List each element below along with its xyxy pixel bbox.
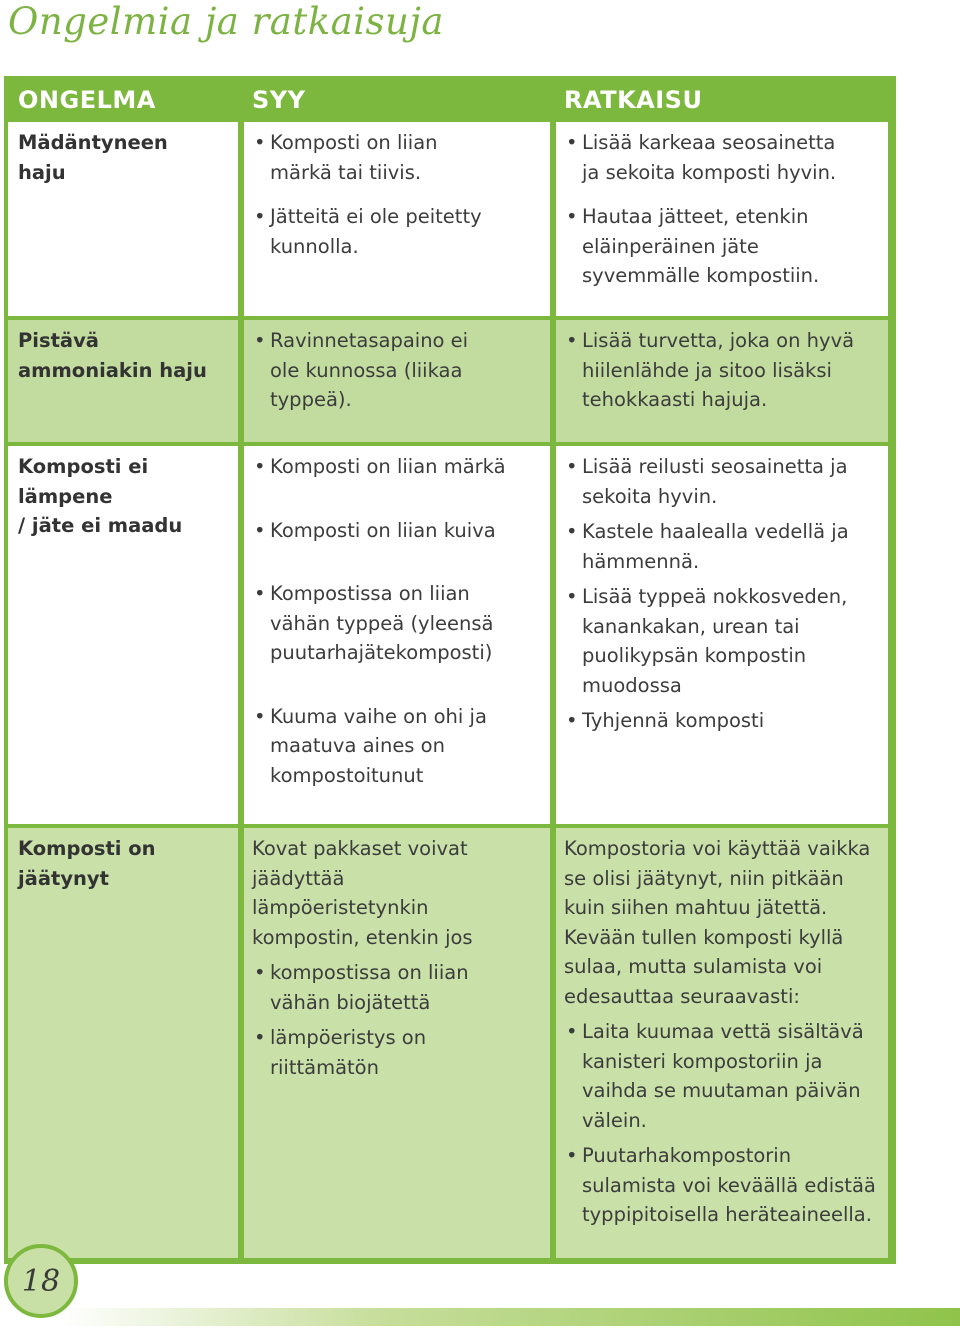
footer-bar: [60, 1308, 960, 1326]
row3-problem-line1: Komposti ei lämpene: [18, 455, 149, 508]
row2-solution-cell: [556, 320, 888, 442]
row4-solution-intro: Kompostoria voi käyttää vaikka se olisi jäätynyt, niin pitkään kuin siihen mahtuu jätettä. Kevään tullen komposti kyllä sulaa, mutta sulamista voi edesauttaa seuraavasti:: [564, 837, 871, 1008]
list-item: • Kompostissa on liian vähän typpeä (yleensä puutarhajätekomposti): [254, 579, 520, 668]
row4-cause-list: [254, 958, 544, 1082]
row2-cause-cell: [244, 320, 550, 442]
row3-problem-cell: [8, 446, 238, 824]
row4-solution-list: [566, 1017, 882, 1230]
page-number: 18: [21, 1263, 61, 1299]
row4-problem-line1: Komposti on: [18, 837, 156, 860]
list-item: • Puutarhakompostorin sulamista voi keväällä edistää typpipitoisella heräteaineella.: [566, 1141, 882, 1230]
list-item: • Tyhjennä komposti: [566, 706, 867, 736]
row1-problem-line2: haju: [18, 160, 66, 184]
row4-problem-line2: jäätynyt: [18, 866, 109, 890]
row1-cause-cell: [244, 122, 550, 316]
row2-problem-line2: ammoniakin haju: [18, 358, 207, 382]
row1-solution-cell: [556, 122, 888, 316]
list-item: • Lisää reilusti seosainetta ja sekoita hyvin.: [566, 452, 867, 511]
header-solution: RATKAISU: [564, 86, 703, 114]
list-item: • lämpöeristys on riittämätön: [254, 1023, 485, 1082]
list-item: • Lisää karkeaa seosainetta ja sekoita komposti hyvin.: [566, 128, 852, 187]
page-number-badge: [4, 1244, 78, 1318]
list-item: • kompostissa on liian vähän biojätettä: [254, 958, 485, 1017]
row3-cause-cell: [244, 446, 550, 824]
row2-problem-line1: Pistävä: [18, 329, 99, 352]
row1-problem-line1: Mädäntyneen: [18, 131, 168, 154]
row2-problem-cell: [8, 320, 238, 442]
row4-cause-intro: Kovat pakkaset voivat jäädyttää lämpöeristetynkin kompostin, etenkin jos: [252, 837, 473, 949]
row3-problem-line2: / jäte ei maadu: [18, 514, 183, 537]
row3-solution-list: [566, 452, 882, 736]
list-item: • Lisää turvetta, joka on hyvä hiilenlähde ja sitoo lisäksi tehokkaasti hajuja.: [566, 326, 872, 415]
row1-problem-cell: [8, 122, 238, 316]
row1-solution-list: [566, 128, 882, 291]
list-item: • Kuuma vaihe on ohi ja maatuva aines on kompostoitunut: [254, 702, 520, 791]
row2-solution-list: [566, 326, 882, 415]
list-item: • Laita kuumaa vettä sisältävä kanisteri kompostoriin ja vaihda se muutaman päivän välein.: [566, 1017, 867, 1135]
list-item: • Ravinnetasapaino ei ole kunnossa (liikaa typpeä).: [254, 326, 485, 415]
row1-cause-list: [254, 128, 544, 261]
list-item: • Hautaa jätteet, etenkin eläinperäinen jäte syvemmälle kompostiin.: [566, 202, 852, 291]
header-problem: ONGELMA: [18, 86, 156, 114]
list-item: • Komposti on liian märkä tai tiivis.: [254, 128, 450, 187]
page-title: Ongelmia ja ratkaisuja: [8, 0, 444, 43]
list-item: • Kastele haalealla vedellä ja hämmennä.: [566, 517, 867, 576]
list-item: • Komposti on liian märkä: [254, 452, 530, 482]
list-item: • Komposti on liian kuiva: [254, 516, 530, 546]
row3-cause-list: [254, 452, 544, 790]
row3-solution-cell: [556, 446, 888, 824]
list-item: • Lisää typpeä nokkosveden, kanankakan, urean tai puolikypsän kompostin muodossa: [566, 582, 867, 700]
header-cause: SYY: [252, 86, 306, 114]
list-item: • Jätteitä ei ole peitetty kunnolla.: [254, 202, 500, 261]
row4-solution-cell: [556, 828, 888, 1258]
row2-cause-list: [254, 326, 544, 415]
row4-problem-cell: [8, 828, 238, 1258]
row4-cause-cell: [244, 828, 550, 1258]
